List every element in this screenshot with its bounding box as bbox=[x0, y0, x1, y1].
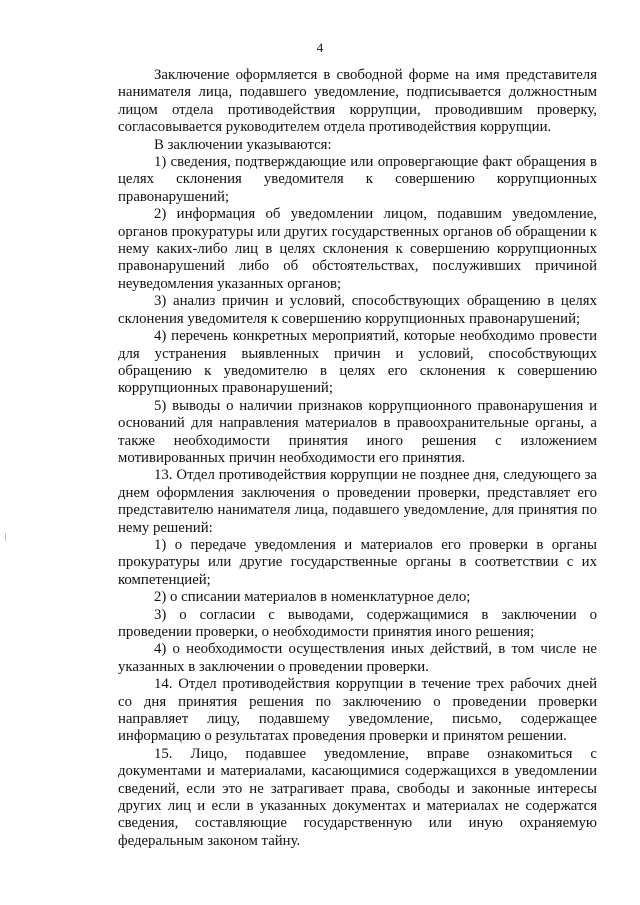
paragraph-item-5: 5) выводы о наличии признаков коррупционного правонарушения и оснований для направления материалов в правоохранительные органы, а также необходимости принятия иного решения с изложением мотивированных причин необходимости его принятия. bbox=[118, 397, 597, 466]
paragraph-item-2: 2) информация об уведомлении лицом, подавшим уведомление, органов прокуратуры или других государственных органов об обращении к нему каких-либо лиц в целях склонения к совершению коррупционных правонарушений либо об обстоятельствах, послуживших причиной неуведомления указанных органов; bbox=[118, 206, 597, 292]
scan-margin-mark bbox=[5, 533, 6, 541]
paragraph-decision-4: 4) о необходимости осуществления иных действий, в том числе не указанных в заключении о проведении проверки. bbox=[118, 641, 597, 675]
paragraph-decision-1: 1) о передаче уведомления и материалов его проверки в органы прокуратуры или другие государственные органы в соответствии с их компетенцией; bbox=[118, 536, 597, 588]
paragraph-item-4: 4) перечень конкретных мероприятий, которые необходимо провести для устранения выявленных причин и условий, способствующих обращению к уведомителю в целях его склонения к совершению коррупционных правонарушений; bbox=[118, 328, 597, 397]
paragraph-decision-3: 3) о согласии с выводами, содержащимися в заключении о проведении проверки, о необходимости принятия иного решения; bbox=[118, 606, 597, 640]
document-body bbox=[118, 67, 597, 850]
paragraph-section-14: 14. Отдел противодействия коррупции в течение трех рабочих дней со дня принятия решения по заключению о проведении проверки направляет лицу, подавшему уведомление, письмо, содержащее информацию о результатах проведения проверки и принятом решении. bbox=[118, 676, 597, 745]
paragraph-decision-2: 2) о списании материалов в номенклатурное дело; bbox=[154, 589, 471, 606]
paragraph-item-3: 3) анализ причин и условий, способствующих обращению в целях склонения уведомителя к совершению коррупционных правонарушений; bbox=[118, 293, 597, 327]
paragraph-conclusion-form: Заключение оформляется в свободной форме на имя представителя нанимателя лица, подавшего уведомление, подписывается должностным лицом отдела противодействия коррупции, проводившим проверку, согласовывается руководителем отдела противодействия коррупции. bbox=[118, 67, 597, 136]
page-number: 4 bbox=[316, 40, 324, 55]
paragraph-section-13: 13. Отдел противодействия коррупции не позднее дня, следующего за днем оформления заключения о проведении проверки, представляет его представителю нанимателя лица, подавшего уведомление, для принятия по нему решений: bbox=[118, 467, 597, 536]
paragraph-section-15: 15. Лицо, подавшее уведомление, вправе ознакомиться с документами и материалами, касающимися содержащихся в уведомлении сведений, если это не затрагивает права, свободы и законные интересы других лиц и если в указанных документах и материалах не содержатся сведения, составляющие государственную или иную охраняемую федеральным законом тайну. bbox=[118, 745, 597, 849]
paragraph-item-1: 1) сведения, подтверждающие или опровергающие факт обращения в целях склонения уведомителя к совершению коррупционных правонарушений; bbox=[118, 154, 597, 205]
paragraph-conclusion-contents-intro: В заключении указываются: bbox=[154, 136, 332, 153]
